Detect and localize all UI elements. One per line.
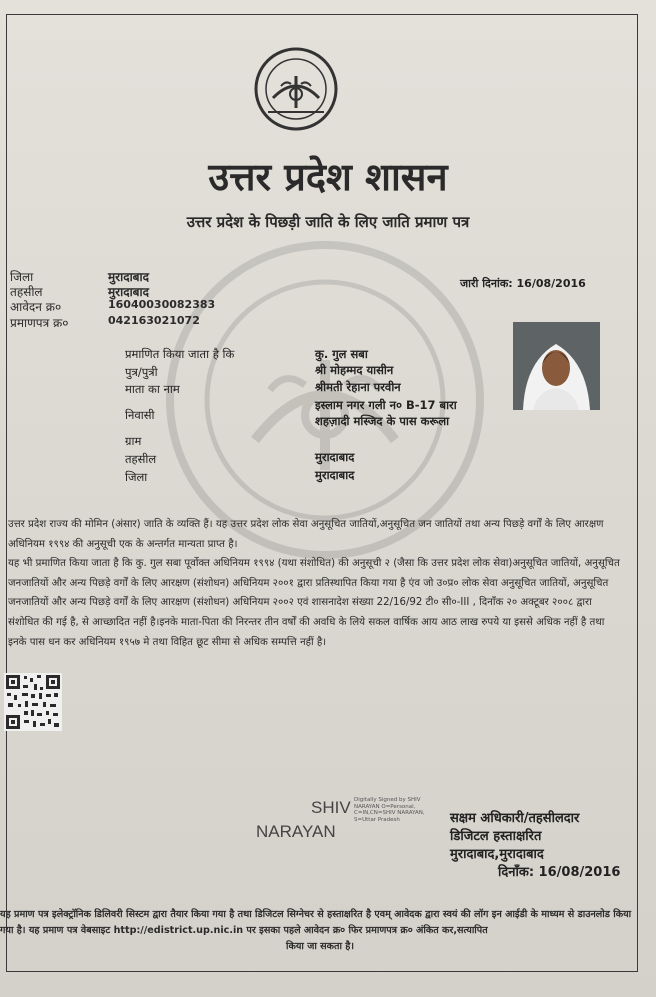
officer-digital-signed: डिजिटल हस्ताक्षरित: [450, 829, 542, 844]
issue-date: जारी दिनांक: 16/08/2016: [460, 277, 586, 290]
detail-value: मुरादाबाद: [315, 450, 355, 464]
signer-name-last: NARAYAN: [256, 822, 336, 841]
paragraph-caste: उत्तर प्रदेश राज्य की मोमिन (अंसार) जाति के व्यक्ति हैं। यह उत्तर प्रदेश लोक सेवा अनुसूचित जातियों,अनुसूचित जन जातियों तथा अन्य पिछड़े वर्गों के लिए आरक्षण अधिनियम १९९४ की अनुसूची एक के अन्तर्गत मान्यता प्राप्त है।: [8, 519, 604, 550]
paragraph-certification: यह भी प्रमाणित किया जाता है कि कु. गुल सबा पूर्वोक्त अधिनियम १९९४ (यथा संशोधित) की अनुसूची २ (जैसा कि उत्तर प्रदेश लोक सेवा)अनुसूचित जातियों, अनुसूचित जनजातियों और अन्य पिछड़े वर्गों के लिए आरक्षण (संशोधन) अधिनियम २००१ द्वारा प्रतिस्थापित किया गया है एंव जो उ०प्र० लोक सेवा अनुसूचित जातियों, अनुसूचित जनजातियों और अन्य पिछड़े वर्गों के लिए आरक्षण (संशोधन) अधिनियम २००२ एवं शासनादेश संख्या 22/16/92 टी० सी०-III , दिनाँक २० अक्टूबर २००८ द्वारा संशोधित की गई है, से आच्छादित नहीं है।इनके माता-पिता की निरन्तर तीन वर्षों की अवधि के लिये सकल वार्षिक आय आठ लाख रुपये या इससे अधिक नहीं है तथा इनके पास धन कर अधिनियम १९५७ मे तथा विहित छूट सीमा से अधिक सम्पत्ति नहीं है।: [8, 558, 620, 648]
detail-value: शहज़ादी मस्जिद के पास करूला: [315, 414, 450, 428]
officer-title: सक्षम अधिकारी/तहसीलदार: [450, 811, 580, 826]
footer-line-end: किया जा सकता है।: [285, 941, 355, 952]
detail-label: पुत्र/पुत्री: [125, 365, 158, 379]
officer-date: दिनाँक: 16/08/2016: [498, 865, 621, 880]
info-value: 16040030082383: [108, 298, 216, 311]
info-value: 042163021072: [108, 314, 200, 327]
certificate-body: [8, 515, 626, 652]
footer-note: [0, 907, 640, 955]
qr-code-icon: [4, 673, 62, 731]
officer-location: मुरादाबाद,मुरादाबाद: [450, 847, 544, 862]
detail-value: कु. गुल सबा: [315, 347, 368, 361]
info-label: प्रमाणपत्र क्र०: [10, 316, 69, 330]
up-government-emblem-icon: [253, 46, 339, 132]
detail-label: प्रमाणित किया जाता है कि: [125, 347, 235, 361]
detail-label: माता का नाम: [125, 382, 180, 396]
info-label: तहसील: [10, 285, 43, 299]
detail-label: ग्राम: [125, 434, 142, 448]
info-value: मुरादाबाद: [108, 270, 150, 284]
info-label: आवेदन क्र०: [10, 300, 62, 314]
digital-signature-note: Digitally Signed by SHIV NARAYAN O=Personal, C=IN,CN=SHIV NARAYAN, S=Uttar Pradesh: [354, 797, 425, 823]
detail-label: निवासी: [125, 408, 155, 422]
signer-name-first: SHIV: [311, 798, 351, 817]
info-value: मुरादाबाद: [108, 285, 150, 299]
info-label: जिला: [10, 270, 34, 284]
officer-block: [450, 808, 620, 880]
detail-value: श्रीमती रेहाना परवीन: [315, 380, 401, 394]
certificate-subtitle: उत्तर प्रदेश के पिछड़ी जाति के लिए जाति प्रमाण पत्र: [186, 213, 470, 231]
footer-line: यह प्रमाण पत्र इलेक्ट्रॉनिक डिलिवरी सिस्टम द्वारा तैयार किया गया है तथा डिजिटल सिग्नेचर से हस्ताक्षरित है एवम् आवेदक द्वारा स्वयं की लॉग इन आईडी के माध्यम से डाउनलोड किया गया है। यह प्रमाण पत्र वेबसाइट http://edistrict.up.nic.in पर इसका पहले आवेदन क्र० फिर प्रमाणपत्र क्र० अंकित कर,सत्यापित: [0, 909, 632, 936]
detail-value: इस्लाम नगर गली न० B-17 बारा: [315, 398, 457, 412]
detail-label: तहसील: [125, 452, 157, 466]
page-title: उत्तर प्रदेश शासन: [208, 154, 448, 199]
detail-label: जिला: [125, 470, 148, 484]
applicant-photo: [513, 322, 600, 410]
detail-value: श्री मोहम्मद यासीन: [315, 363, 394, 377]
detail-value: मुरादाबाद: [315, 468, 355, 482]
